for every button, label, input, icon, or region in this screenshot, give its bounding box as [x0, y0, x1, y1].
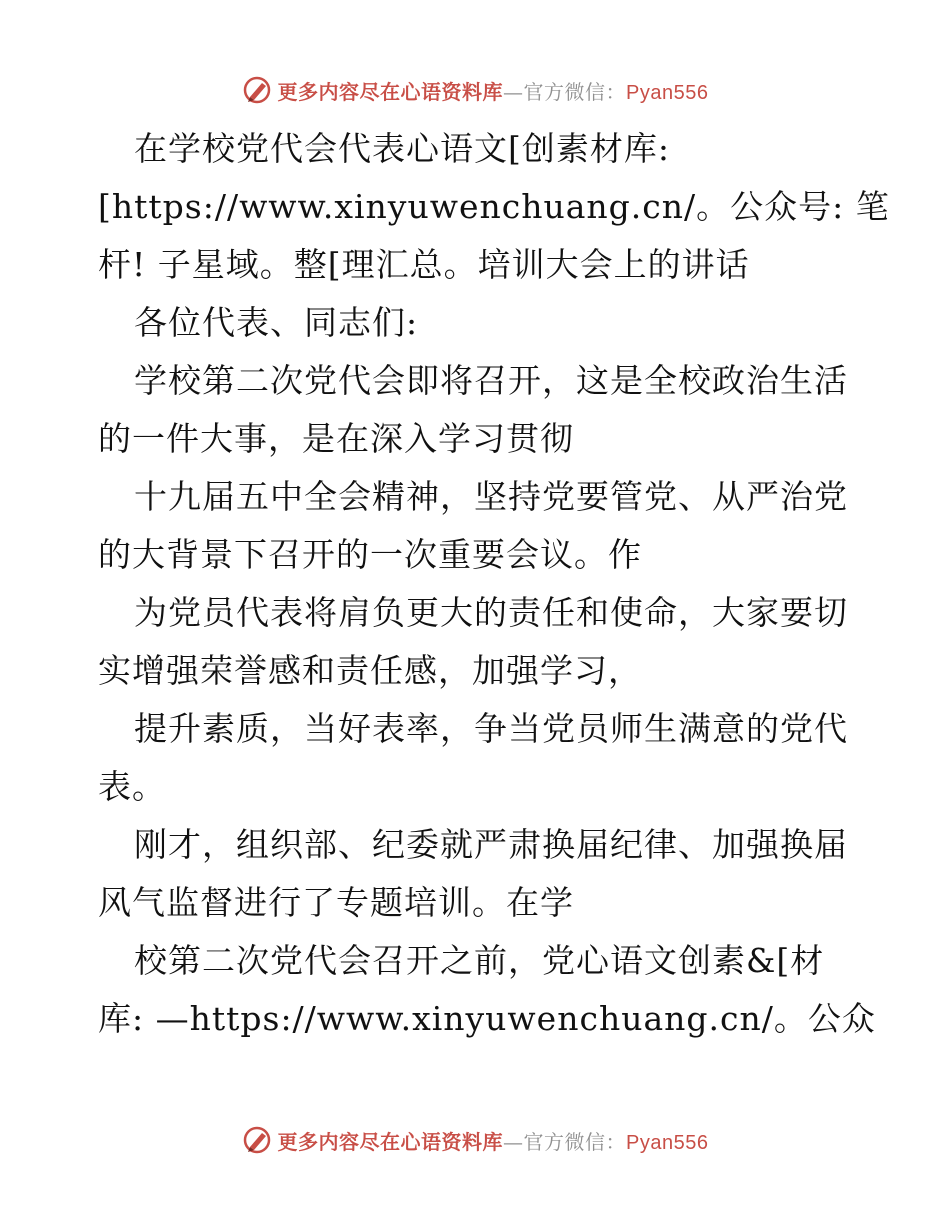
banner-text: [278, 1126, 709, 1155]
body-line: 十九届五中全会精神，坚持党要管党、从严治党: [134, 477, 848, 516]
banner-text: [278, 76, 709, 105]
body-line: 的一件大事，是在深入学习贯彻: [98, 419, 574, 458]
body-line: 为党员代表将肩负更大的责任和使命，大家要切: [134, 593, 848, 632]
footer-banner: [0, 1120, 950, 1160]
body-line: 的大背景下召开的一次重要会议。作: [98, 535, 642, 574]
body-line: 表。: [98, 767, 166, 806]
body-line: 提升素质，当好表率，争当党员师生满意的党代: [134, 709, 848, 748]
red-pen-logo-icon: [242, 75, 272, 105]
body-line: 学校第二次党代会即将召开，这是全校政治生活: [134, 361, 848, 400]
banner-wechat-id: Pyan556: [626, 81, 709, 104]
header-banner: [0, 70, 950, 110]
body-line: 杆! 子星域。整[理汇总。培训大会上的讲话: [98, 245, 750, 284]
banner-brand-text: 更多内容尽在心语资料库: [277, 1129, 504, 1154]
body-line: 风气监督进行了专题培训。在学: [98, 883, 574, 922]
banner-wechat-label: 官方微信：: [523, 79, 627, 104]
body-line: 各位代表、同志们:: [134, 303, 419, 342]
body-line: 校第二次党代会召开之前，党心语文创素&[材: [134, 941, 825, 980]
banner-wechat-label: 官方微信：: [523, 1129, 627, 1154]
red-pen-logo-icon: [242, 1125, 272, 1155]
banner-wechat-id: Pyan556: [626, 1131, 709, 1154]
body-line: 刚才，组织部、纪委就严肃换届纪律、加强换届: [134, 825, 848, 864]
banner-separator: —: [503, 79, 524, 104]
body-line: 库: —https://www.xinyuwenchuang.cn/。公众: [98, 999, 876, 1038]
document-body: [98, 120, 890, 1048]
banner-separator: —: [503, 1129, 524, 1154]
body-line: 在学校党代会代表心语文[创素材库:: [134, 129, 670, 168]
body-line: [https://www.xinyuwenchuang.cn/。公众号: 笔: [98, 187, 890, 226]
banner-brand-text: 更多内容尽在心语资料库: [277, 79, 504, 104]
body-line: 实增强荣誉感和责任感，加强学习，: [98, 651, 642, 690]
